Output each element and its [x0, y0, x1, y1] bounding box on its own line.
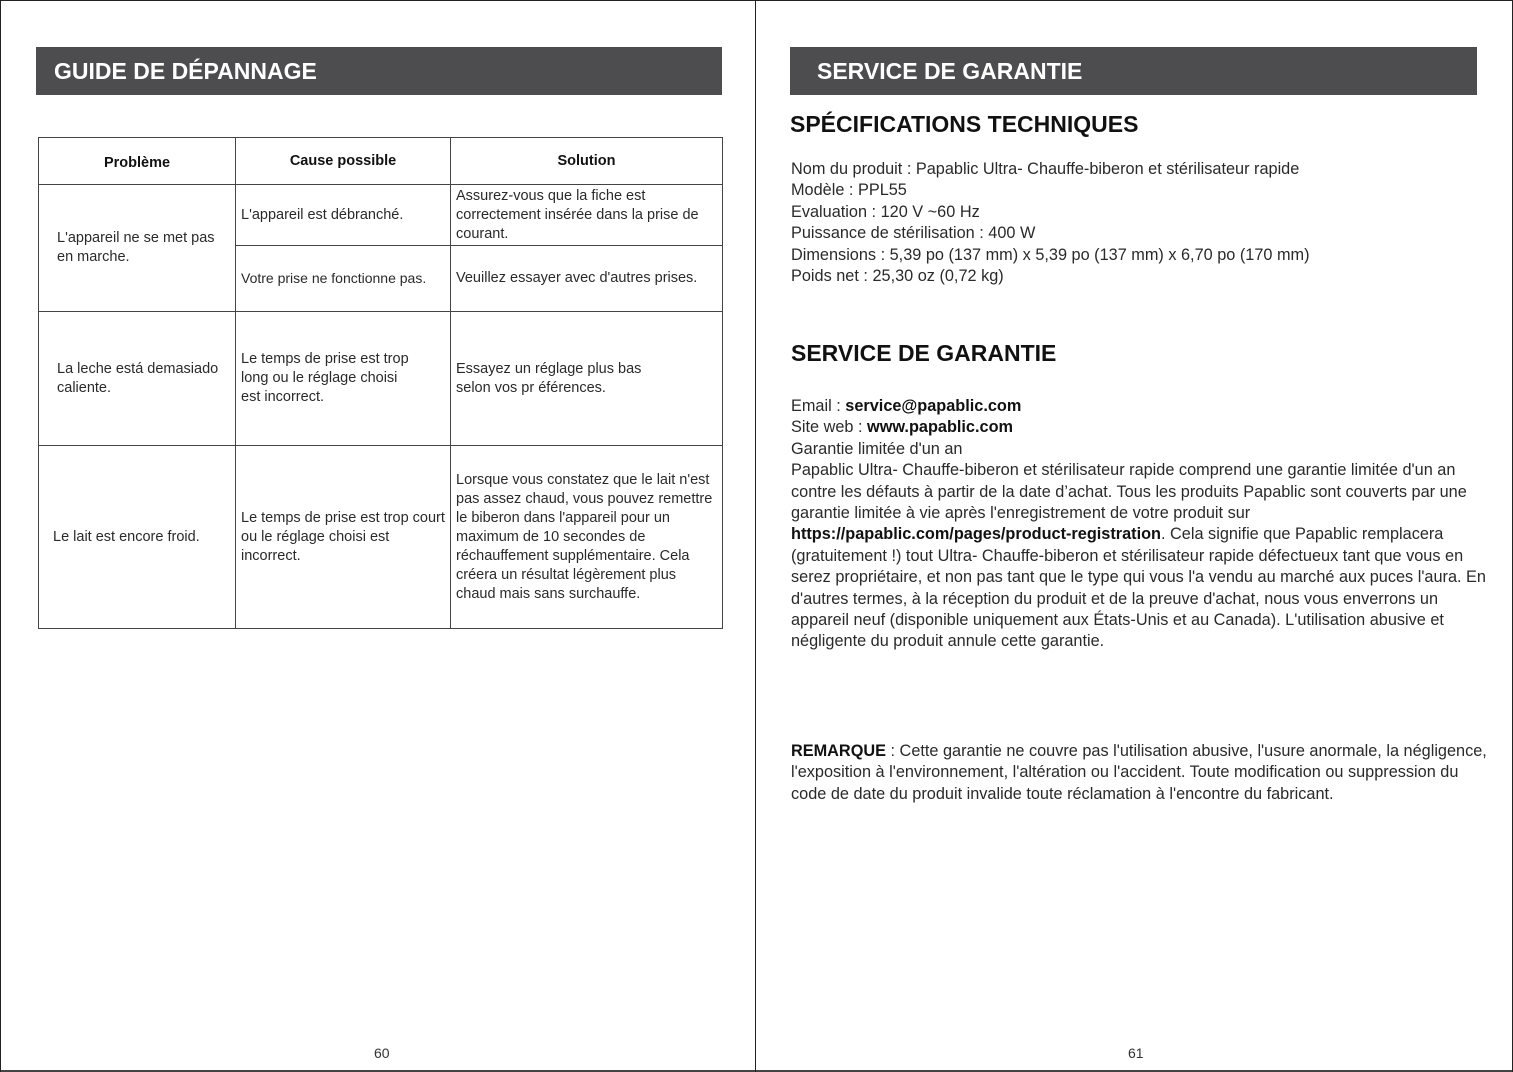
cause-cell [236, 312, 451, 446]
problem-cell [39, 446, 236, 629]
left-page [0, 0, 756, 1072]
specs-title: SPÉCIFICATIONS TECHNIQUES [790, 111, 1139, 137]
solution-text: Essayez un réglage plus bas selon vos pr éférences. [456, 360, 642, 396]
problem-cell [39, 185, 236, 312]
cause-text: Votre prise ne fonctionne pas. [241, 270, 427, 286]
cause-text: Le temps de prise est trop long ou le réglage choisi est incorrect. [241, 351, 409, 405]
cause-text: Le temps de prise est trop court ou le réglage choisi est incorrect. [241, 509, 445, 564]
email-line [791, 396, 1491, 417]
solution-text: Lorsque vous constatez que le lait n'est pas assez chaud, vous pouvez remettre le biberon dans l'appareil pour un maximum de 10 secondes de réchauffement supplémentaire. Cela créera un résultat légèrement plus chaud mais sans surchauffe. [456, 471, 713, 602]
limited-warranty: Garantie limitée d'un an [791, 439, 963, 458]
solution-cell [451, 312, 723, 446]
warranty-title: SERVICE DE GARANTIE [791, 340, 1057, 366]
page-number: 60 [374, 1045, 390, 1061]
website-label: Site web : [791, 418, 868, 437]
cause-cell [236, 246, 451, 312]
right-page [756, 0, 1513, 1072]
column-header-problem: Problème [39, 138, 236, 185]
problem-cell [39, 312, 236, 446]
solution-text: Assurez-vous que la fiche est correctement insérée dans la prise de courant. [456, 187, 699, 242]
problem-text: L'appareil ne se met pas en marche. [57, 230, 215, 265]
solution-text: Veuillez essayer avec d'autres prises. [456, 270, 698, 286]
warranty-text-1: Papablic Ultra- Chauffe-biberon et stérilisateur rapide comprend une garantie limitée d'un an contre les défauts à partir de la date d’achat. Tous les produits Papablic sont couverts par une garantie limitée à vie après l'enregistrement de votre produit sur [791, 461, 1467, 523]
problem-text: La leche está demasiado caliente. [57, 360, 219, 396]
cause-cell [236, 185, 451, 246]
warranty-text-2: . Cela signifie que Papablic remplacera (gratuitement !) tout Ultra- Chauffe-biberon et stérilisateur rapide défectueux tant que vous en serez propriétaire, et non pas tant que le type qui vous l'a vendu au marché aux puces l'aura. En d'autres termes, à la réception du produit et de la preuve d'achat, nous vous enverrons un appareil neuf (disponible uniquement aux États-Unis et au Canada). L'utilisation abusive et négligente du produit annule cette garantie. [791, 525, 1486, 651]
website-line [791, 417, 1491, 438]
solution-cell [451, 185, 723, 246]
problem-text: Le lait est encore froid. [53, 528, 200, 545]
troubleshooting-table [38, 137, 723, 629]
spec-line: Poids net : 25,30 oz (0,72 kg) [791, 267, 1004, 286]
note-label: REMARQUE [791, 742, 886, 760]
column-header-cause: Cause possible [236, 138, 451, 185]
spec-line: Evaluation : 120 V ~60 Hz [791, 202, 980, 221]
column-header-solution: Solution [451, 138, 723, 185]
spec-line: Dimensions : 5,39 po (137 mm) x 5,39 po (137 mm) x 6,70 po (170 mm) [791, 245, 1310, 264]
note-text: : Cette garantie ne couvre pas l'utilisation abusive, l'usure anormale, la négligence, l'exposition à l'environnement, l'altération ou l'accident. Toute modification ou suppression du code de date du produit invalide toute réclamation à l'encontre du fabricant. [791, 742, 1487, 803]
warranty-header: SERVICE DE GARANTIE [790, 47, 1477, 95]
specs-list [791, 159, 1310, 287]
registration-link[interactable]: https://papablic.com/pages/product-registration [791, 525, 1161, 544]
table-row [39, 312, 723, 446]
table-row [39, 185, 723, 246]
spec-line: Modèle : PPL55 [791, 181, 907, 200]
cause-text: L'appareil est débranché. [241, 206, 404, 223]
solution-cell [451, 246, 723, 312]
email-link[interactable]: service@papablic.com [845, 397, 1022, 415]
cause-cell [236, 446, 451, 629]
table-header-row [39, 138, 723, 185]
solution-cell [451, 446, 723, 629]
troubleshooting-header: GUIDE DE DÉPANNAGE [36, 47, 722, 95]
website-link[interactable]: www.papablic.com [867, 418, 1013, 437]
spec-line: Nom du produit : Papablic Ultra- Chauffe-biberon et stérilisateur rapide [791, 160, 1300, 178]
page-number: 61 [1128, 1045, 1144, 1061]
warranty-section [791, 396, 1491, 653]
note-section [791, 741, 1491, 805]
email-label: Email : [791, 397, 846, 415]
table-row [39, 446, 723, 629]
spec-line: Puissance de stérilisation : 400 W [791, 224, 1036, 243]
